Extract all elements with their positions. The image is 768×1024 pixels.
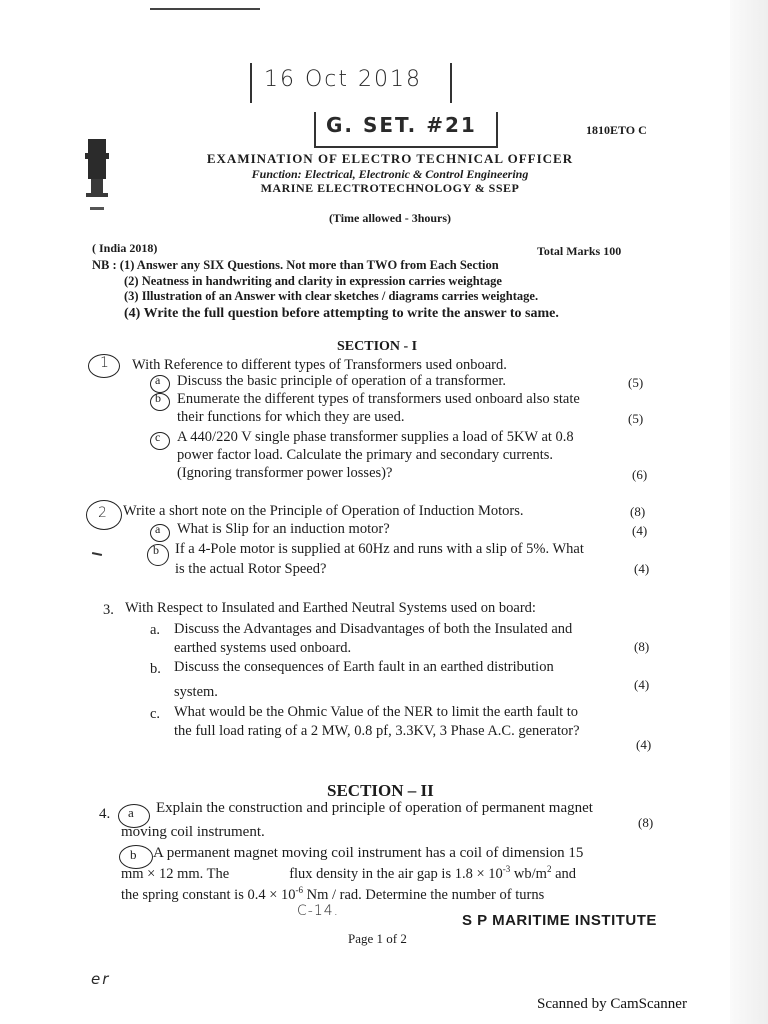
q2b-line1: If a 4-Pole motor is supplied at 60Hz and runs with a slip of 5%. What bbox=[175, 541, 584, 557]
q2a-label: a bbox=[155, 522, 161, 536]
q1a-label: a bbox=[155, 373, 161, 387]
torn-header-remnant bbox=[150, 0, 260, 10]
q4a-line2: moving coil instrument. bbox=[121, 824, 265, 840]
q3b-label: b. bbox=[150, 661, 161, 677]
q4b-line2-part-b: flux density in the air gap is 1.8 × 10 bbox=[289, 865, 503, 882]
q2b-line2: is the actual Rotor Speed? bbox=[175, 561, 327, 577]
q4b-line3-exponent: -6 bbox=[295, 885, 304, 895]
q1c-line2: power factor load. Calculate the primary and secondary currents. bbox=[177, 447, 554, 463]
q1b-line1: Enumerate the different types of transformers used onboard also state bbox=[177, 391, 580, 407]
q4b-line2 bbox=[121, 864, 576, 883]
q3b-line1: Discuss the consequences of Earth fault in an earthed distribution bbox=[174, 659, 554, 675]
q4b-line2-exponent: -3 bbox=[502, 864, 511, 874]
q3c-label: c. bbox=[150, 706, 161, 722]
q3c-line1: What would be the Ohmic Value of the NER to limit the earth fault to bbox=[174, 704, 579, 720]
question-1-stem: With Reference to different types of Transformers used onboard. bbox=[132, 357, 507, 373]
q1b-line2: their functions for which they are used. bbox=[177, 409, 405, 425]
q2a-text: What is Slip for an induction motor? bbox=[177, 521, 390, 537]
function-line: Function: Electrical, Electronic & Control Engineering bbox=[251, 167, 529, 181]
q4b-line2-exponent-2: 2 bbox=[546, 864, 552, 874]
time-allowed: (Time allowed - 3hours) bbox=[328, 211, 452, 225]
q3c-marks: (4) bbox=[636, 737, 652, 752]
question-3-number: 3. bbox=[103, 602, 114, 618]
q2a-marks: (4) bbox=[632, 523, 648, 538]
q4b-line3-part-b: Nm / rad. Determine the number of turns bbox=[303, 886, 545, 903]
q2-stem-marks: (8) bbox=[630, 504, 646, 519]
instruction-1: NB : (1) Answer any SIX Questions. Not more than TWO from Each Section bbox=[92, 258, 499, 272]
q3a-label: a. bbox=[150, 622, 161, 638]
instruction-4: (4) Write the full question before attempting to write the answer to same. bbox=[124, 306, 559, 321]
q1b-marks: (5) bbox=[628, 411, 644, 426]
question-4-number: 4. bbox=[99, 806, 111, 822]
national-emblem-seal bbox=[82, 135, 112, 217]
handwritten-date: 16 Oct 2018 bbox=[264, 67, 423, 92]
q1a-text: Discuss the basic principle of operation of a transformer. bbox=[177, 373, 506, 389]
q4b-label: b bbox=[130, 847, 137, 862]
q2b-label: b bbox=[153, 543, 159, 557]
exam-title: EXAMINATION OF ELECTRO TECHNICAL OFFICER bbox=[206, 151, 574, 166]
q4b-line3 bbox=[121, 885, 544, 904]
q4b-line2-part-a: mm × 12 mm. The bbox=[121, 865, 230, 882]
bottom-scribble: er bbox=[91, 970, 111, 988]
q1c-line3: (Ignoring transformer power losses)? bbox=[177, 465, 393, 481]
question-1-number: 1 bbox=[100, 355, 111, 371]
q3a-marks: (8) bbox=[634, 639, 650, 654]
question-3-stem: With Respect to Insulated and Earthed Neutral Systems used on board: bbox=[125, 600, 536, 616]
handwritten-note: C-14. bbox=[297, 903, 340, 919]
section-2-heading: SECTION – II bbox=[327, 781, 434, 800]
q4a-marks: (8) bbox=[638, 815, 654, 830]
q1c-marks: (6) bbox=[632, 467, 648, 482]
handwritten-tick bbox=[92, 552, 102, 556]
institute-stamp: S P MARITIME INSTITUTE bbox=[462, 912, 657, 929]
instruction-3: (3) Illustration of an Answer with clear sketches / diagrams carries weightage. bbox=[124, 289, 539, 303]
q1c-label: c bbox=[155, 430, 161, 444]
q4a-line1: Explain the construction and principle of operation of permanent magnet bbox=[156, 800, 593, 816]
q4b-line1: A permanent magnet moving coil instrument has a coil of dimension 15 bbox=[153, 845, 584, 861]
q1c-line1: A 440/220 V single phase transformer supplies a load of 5KW at 0.8 bbox=[177, 429, 574, 445]
subject-title: MARINE ELECTROTECHNOLOGY & SSEP bbox=[260, 181, 520, 195]
edition-label: ( India 2018) bbox=[92, 241, 158, 255]
section-1-heading: SECTION - I bbox=[337, 339, 418, 354]
scanner-watermark: Scanned by CamScanner bbox=[537, 996, 687, 1012]
q3a-line1: Discuss the Advantages and Disadvantages of both the Insulated and bbox=[174, 621, 573, 637]
q3a-line2: earthed systems used onboard. bbox=[174, 640, 352, 656]
total-marks: Total Marks 100 bbox=[537, 244, 622, 258]
instruction-2: (2) Neatness in handwriting and clarity in expression carries weightage bbox=[124, 274, 502, 288]
q1b-label: b bbox=[155, 391, 161, 405]
q3b-line2: system. bbox=[174, 684, 218, 700]
question-2-stem: Write a short note on the Principle of Operation of Induction Motors. bbox=[123, 503, 524, 519]
page-number: Page 1 of 2 bbox=[348, 931, 407, 946]
q4b-line2-part-d: and bbox=[551, 865, 576, 882]
q3b-marks: (4) bbox=[634, 677, 650, 692]
handwritten-set-number: G. SET. #21 bbox=[326, 113, 477, 137]
q4a-label: a bbox=[128, 805, 134, 820]
q1a-marks: (5) bbox=[628, 375, 644, 390]
paper-code: 1810ETO C bbox=[586, 123, 647, 137]
q2b-marks: (4) bbox=[634, 561, 650, 576]
q4b-line2-part-c: wb/m bbox=[510, 865, 547, 882]
question-2-number: 2 bbox=[98, 505, 109, 521]
q4b-line3-part-a: the spring constant is 0.4 × 10 bbox=[121, 886, 296, 903]
q3c-line2: the full load rating of a 2 MW, 0.8 pf, 3.3KV, 3 Phase A.C. generator? bbox=[174, 723, 580, 739]
page-edge-shadow bbox=[730, 0, 768, 1024]
